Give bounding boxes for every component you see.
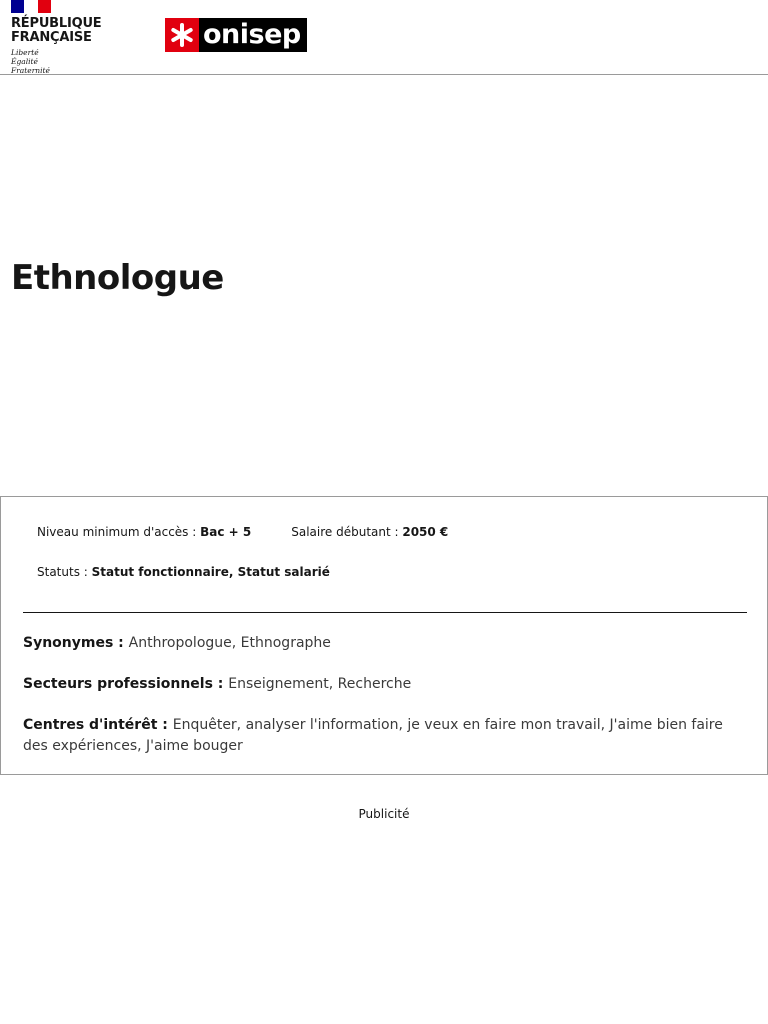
- facts-row: [37, 524, 448, 540]
- key-facts: [37, 524, 448, 604]
- rf-motto: Liberté Égalité Fraternité: [11, 48, 50, 75]
- facts-row: [37, 564, 448, 580]
- rf-name: RÉPUBLIQUE FRANÇAISE: [11, 16, 102, 45]
- republique-francaise-logo[interactable]: [11, 0, 102, 75]
- divider: [23, 612, 747, 613]
- page-title: Ethnologue: [11, 258, 224, 298]
- marianne-flag-icon: [11, 0, 51, 13]
- onisep-star-icon: [165, 18, 199, 52]
- ad-label: Publicité: [358, 807, 410, 821]
- job-info-card: [0, 496, 768, 775]
- niveau-minimum: Niveau minimum d'accès : Bac + 5: [37, 525, 252, 539]
- onisep-wordmark: onisep: [199, 18, 307, 52]
- centres-interet: Centres d'intérêt : Enquêter, analyser l'information, je veux en faire mon travail, J'aime bien faire des expériences, J'aime bouger: [23, 717, 723, 754]
- job-details: [23, 633, 733, 777]
- salaire-debutant: Salaire débutant : 2050 €: [291, 525, 449, 539]
- onisep-logo[interactable]: [165, 18, 307, 52]
- site-header: [0, 0, 768, 75]
- secteurs-professionnels: Secteurs professionnels : Enseignement, Recherche: [23, 676, 412, 692]
- synonymes: Synonymes : Anthropologue, Ethnographe: [23, 635, 331, 651]
- statuts: Statuts : Statut fonctionnaire, Statut salarié: [37, 565, 330, 579]
